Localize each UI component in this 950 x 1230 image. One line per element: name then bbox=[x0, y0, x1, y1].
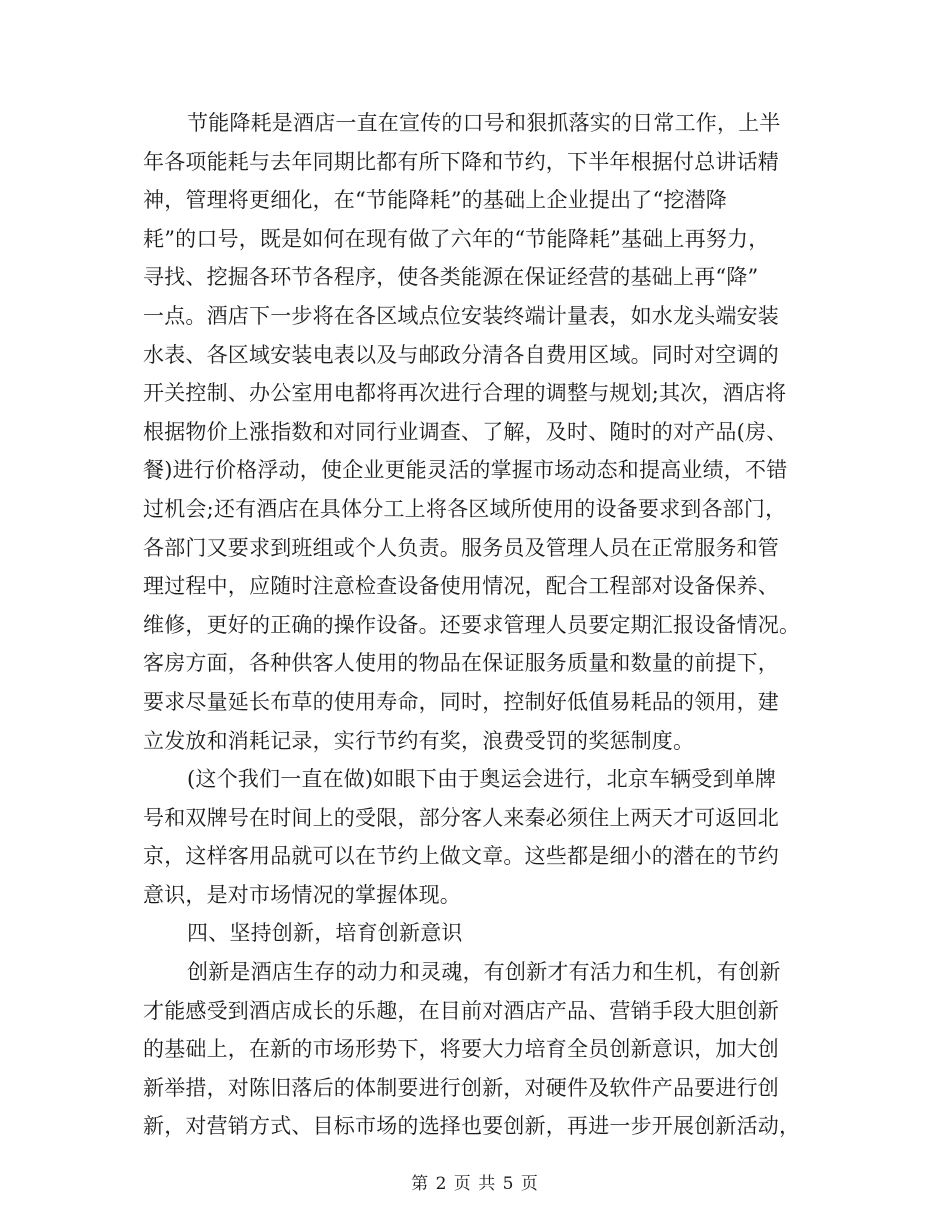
paragraph-line: 客房方面，各种供客人使用的物品在保证服务质量和数量的前提下， bbox=[143, 651, 779, 676]
paragraph-line: 寻找、挖掘各环节各程序，使各类能源在保证经营的基础上再“降” bbox=[143, 265, 759, 290]
paragraph-line: 新举措，对陈旧落后的体制要进行创新，对硬件及软件产品要进行创 bbox=[143, 1075, 779, 1100]
paragraph-line: 要求尽量延长布草的使用寿命，同时，控制好低值易耗品的领用，建 bbox=[143, 689, 779, 714]
paragraph-line: 各部门又要求到班组或个人负责。服务员及管理人员在正常服务和管 bbox=[143, 535, 779, 560]
paragraph-line: 开关控制、办公室用电都将再次进行合理的调整与规划;其次，酒店将 bbox=[143, 381, 787, 406]
paragraph-line: (这个我们一直在做)如眼下由于奥运会进行，北京车辆受到单牌 bbox=[187, 767, 777, 792]
page-number: 第 2 页 共 5 页 bbox=[411, 1174, 539, 1194]
paragraph-line: 水表、各区域安装电表以及与邮政分清各自费用区域。同时对空调的 bbox=[143, 342, 779, 367]
paragraph-line: 创新是酒店生存的动力和灵魂，有创新才有活力和生机，有创新 bbox=[187, 960, 781, 985]
paragraph-line: 维修，更好的正确的操作设备。还要求管理人员要定期汇报设备情况。 bbox=[143, 612, 801, 637]
paragraph-line: 号和双牌号在时间上的受限，部分客人来秦必须住上两天才可返回北 bbox=[143, 805, 779, 830]
paragraph-line: 立发放和消耗记录，实行节约有奖，浪费受罚的奖惩制度。 bbox=[143, 728, 695, 753]
paragraph-line: 神，管理将更细化，在“节能降耗”的基础上企业提出了“挖潜降 bbox=[143, 188, 728, 213]
paragraph-line: 意识，是对市场情况的掌握体现。 bbox=[143, 882, 461, 907]
paragraph-line: 京，这样客用品就可以在节约上做文章。这些都是细小的潜在的节约 bbox=[143, 844, 779, 869]
document-body bbox=[143, 104, 803, 1146]
paragraph-line: 的基础上，在新的市场形势下，将要大力培育全员创新意识，加大创 bbox=[143, 1037, 779, 1062]
paragraph-line: 年各项能耗与去年同期比都有所下降和节约，下半年根据付总讲话精 bbox=[143, 149, 779, 174]
section-heading: 四、坚持创新，培育创新意识 bbox=[187, 921, 463, 946]
paragraph-line: 新，对营销方式、目标市场的选择也要创新，再进一步开展创新活动， bbox=[143, 1114, 801, 1139]
paragraph-line: 根据物价上涨指数和对同行业调查、了解，及时、随时的对产品(房、 bbox=[143, 419, 788, 444]
paragraph-line: 一点。酒店下一步将在各区域点位安装终端计量表，如水龙头端安装 bbox=[143, 303, 779, 328]
paragraph-line: 耗”的口号，既是如何在现有做了六年的“节能降耗”基础上再努力， bbox=[143, 226, 770, 251]
paragraph-line: 才能感受到酒店成长的乐趣，在目前对酒店产品、营销手段大胆创新 bbox=[143, 998, 779, 1023]
paragraph-line: 理过程中，应随时注意检查设备使用情况，配合工程部对设备保养、 bbox=[143, 574, 779, 599]
paragraph-line: 过机会;还有酒店在具体分工上将各区域所使用的设备要求到各部门， bbox=[143, 496, 787, 521]
paragraph-line: 餐)进行价格浮动，使企业更能灵活的掌握市场动态和提高业绩，不错 bbox=[143, 458, 788, 483]
paragraph-line: 节能降耗是酒店一直在宣传的口号和狠抓落实的日常工作，上半 bbox=[187, 111, 781, 135]
